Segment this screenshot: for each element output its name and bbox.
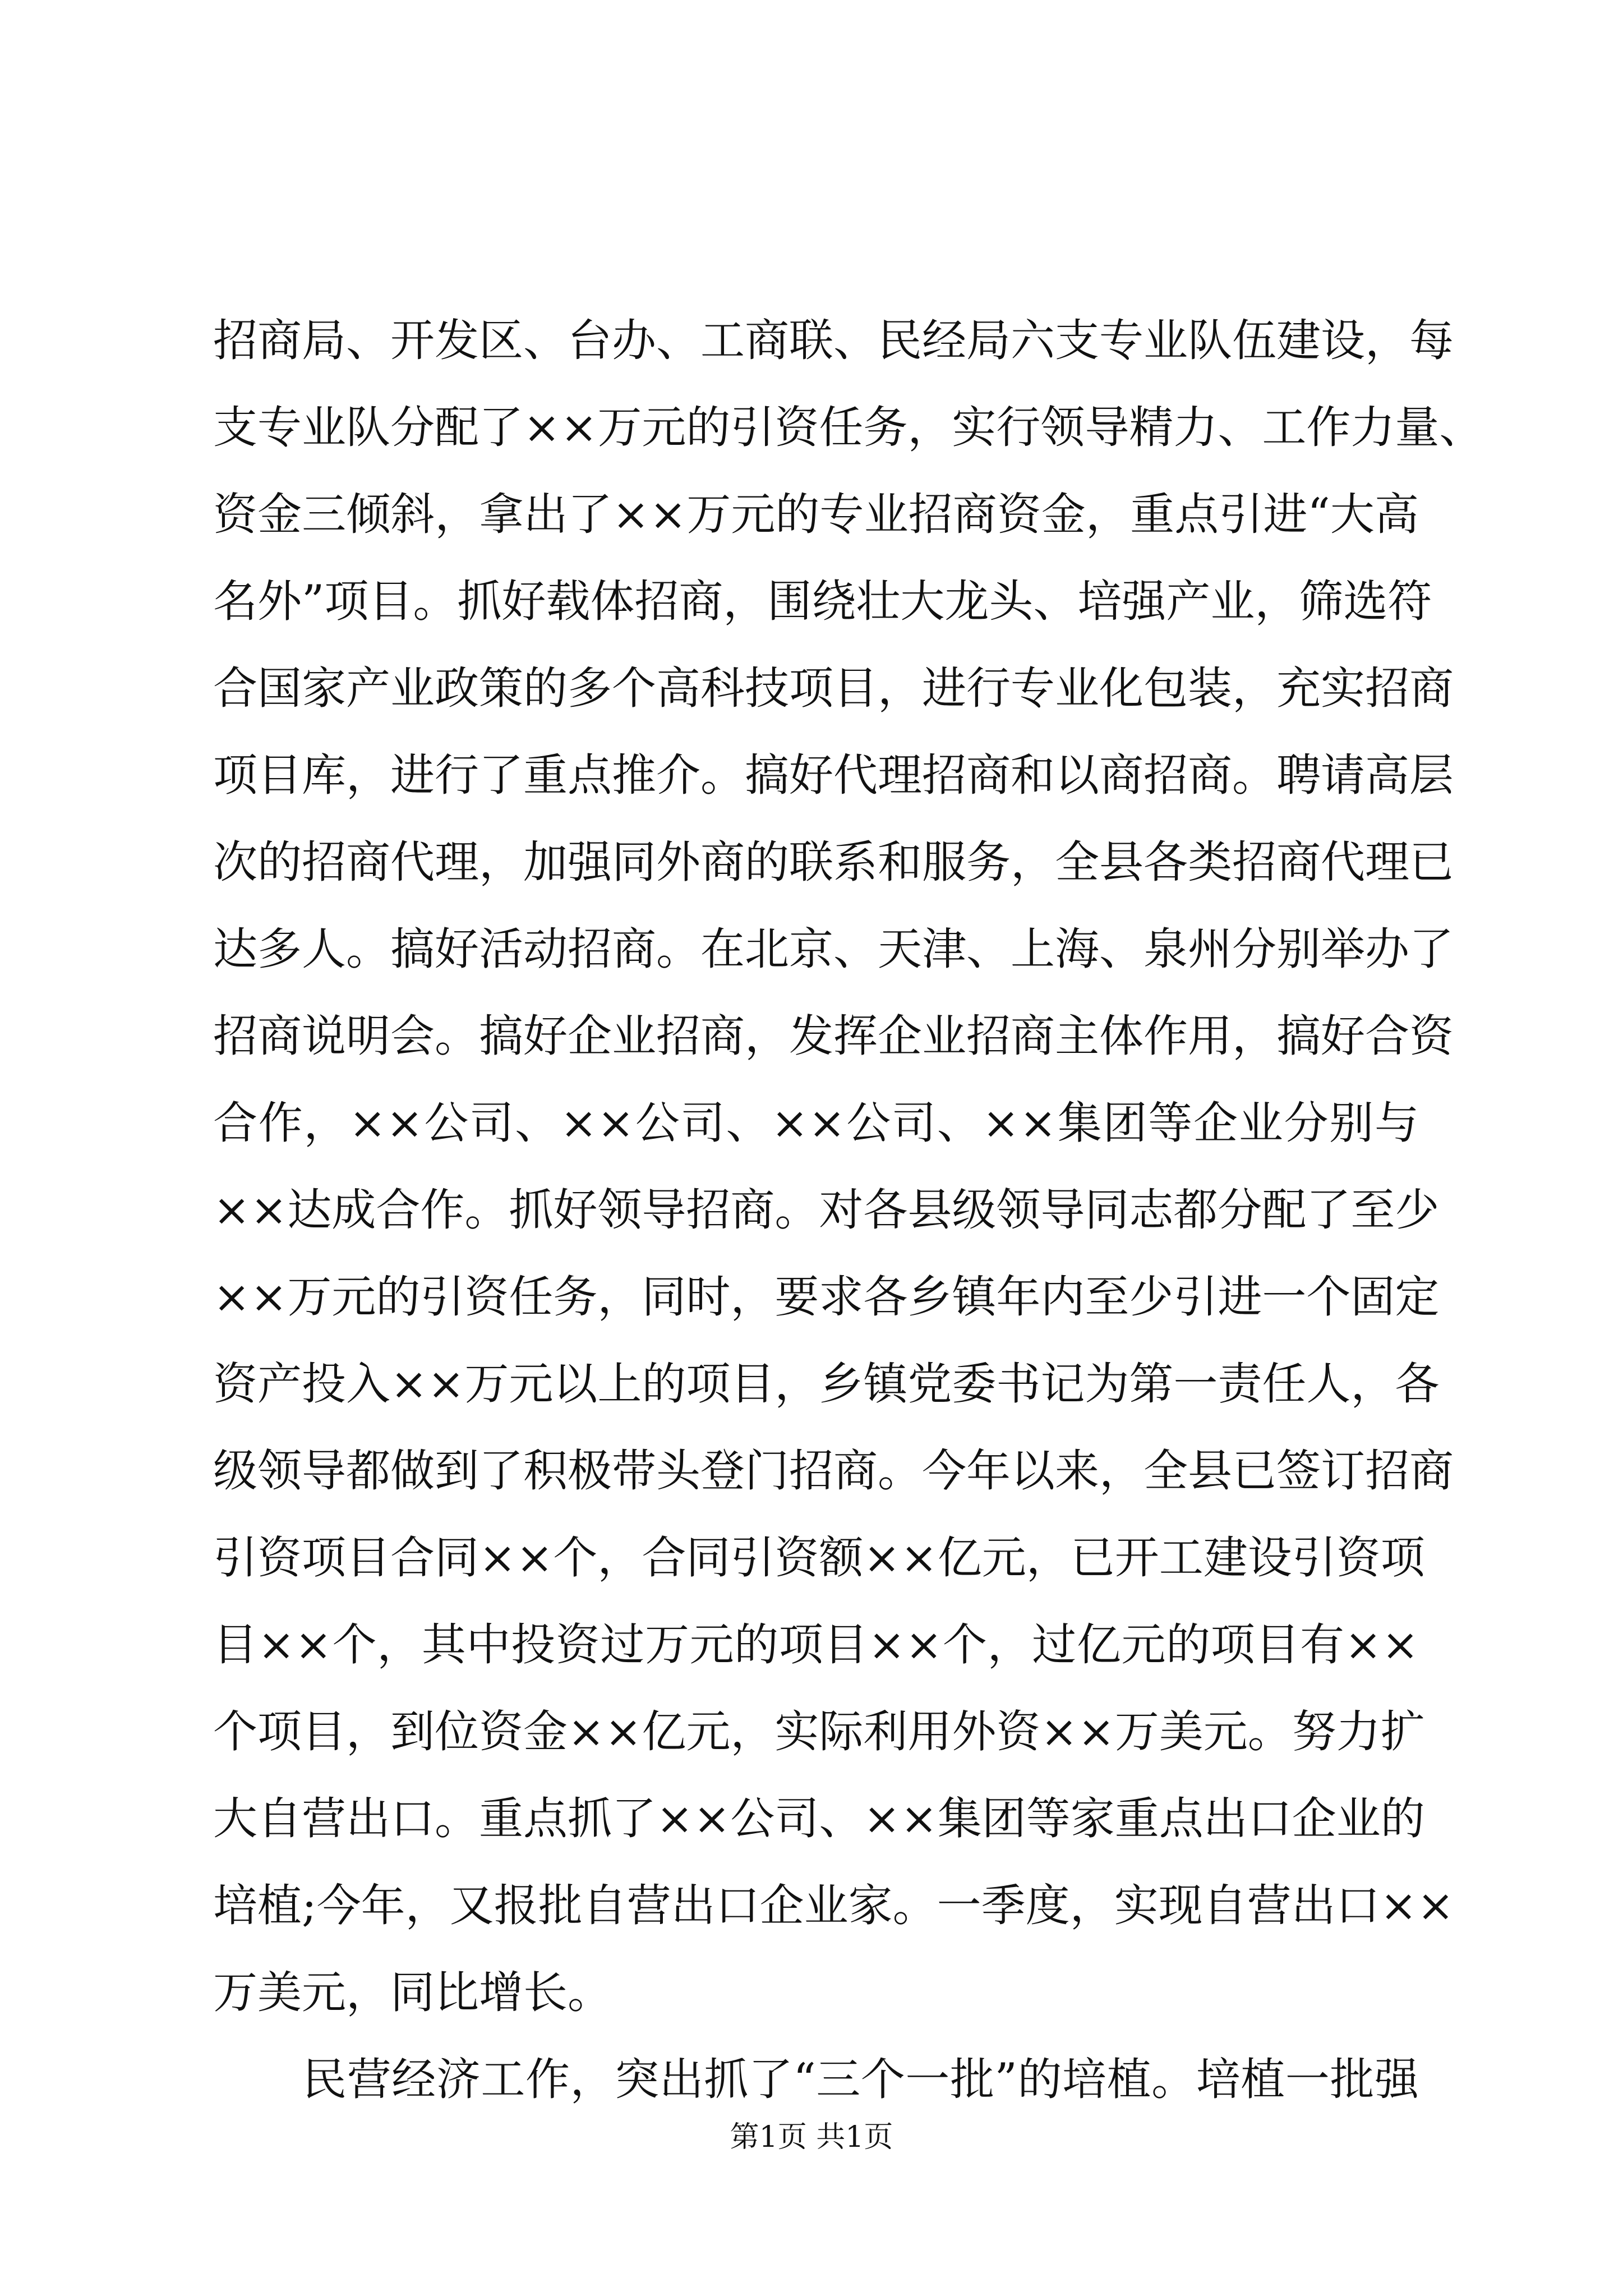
text-line: 个项目，到位资金××亿元，实际利用外资××万美元。努力扩: [213, 1706, 1425, 1757]
text-line: 万美元，同比增长。: [213, 1967, 612, 2018]
text-line: 项目库，进行了重点推介。搞好代理招商和以商招商。聘请高层: [213, 749, 1454, 801]
text-line: 培植;今年，又报批自营出口企业家。一季度，实现自营出口××: [213, 1880, 1455, 1931]
text-line: 目××个，其中投资过万元的项目××个，过亿元的项目有××: [213, 1619, 1419, 1671]
text-line: 民营经济工作，突出抓了“三个一批”的培植。培植一批强: [213, 2054, 1419, 2105]
text-line: 招商局、开发区、台办、工商联、民经局六支专业队伍建设，每: [213, 315, 1454, 366]
text-line: 名外”项目。抓好载体招商，围绕壮大龙头、培强产业，筛选符: [213, 576, 1432, 627]
text-line: 引资项目合同××个，合同引资额××亿元，已开工建设引资项: [213, 1532, 1425, 1584]
text-line: 达多人。搞好活动招商。在北京、天津、上海、泉州分别举办了: [213, 923, 1454, 975]
text-line: 级领导都做到了积极带头登门招商。今年以来，全县已签订招商: [213, 1445, 1454, 1497]
page-footer: 第1页 共1页: [730, 2120, 893, 2154]
text-line: 支专业队分配了××万元的引资任务，实行领导精力、工作力量、: [213, 402, 1484, 453]
text-line: ××万元的引资任务，同时，要求各乡镇年内至少引进一个固定: [213, 1271, 1440, 1323]
text-line: 次的招商代理，加强同外商的联系和服务，全县各类招商代理已: [213, 836, 1454, 888]
text-line: 合作，××公司、××公司、××公司、××集团等企业分别与: [213, 1097, 1419, 1149]
text-line: 招商说明会。搞好企业招商，发挥企业招商主体作用，搞好合资: [213, 1010, 1454, 1062]
text-line: ××达成合作。抓好领导招商。对各县级领导同志都分配了至少: [213, 1184, 1440, 1236]
text-line: 大自营出口。重点抓了××公司、××集团等家重点出口企业的: [213, 1793, 1425, 1844]
text-line: 合国家产业政策的多个高科技项目，进行专业化包装，充实招商: [213, 662, 1454, 714]
body-text: [213, 297, 1484, 2123]
text-line: 资金三倾斜，拿出了××万元的专业招商资金，重点引进“大高: [213, 489, 1419, 540]
text-line: 资产投入××万元以上的项目，乡镇党委书记为第一责任人，各: [213, 1358, 1440, 1410]
